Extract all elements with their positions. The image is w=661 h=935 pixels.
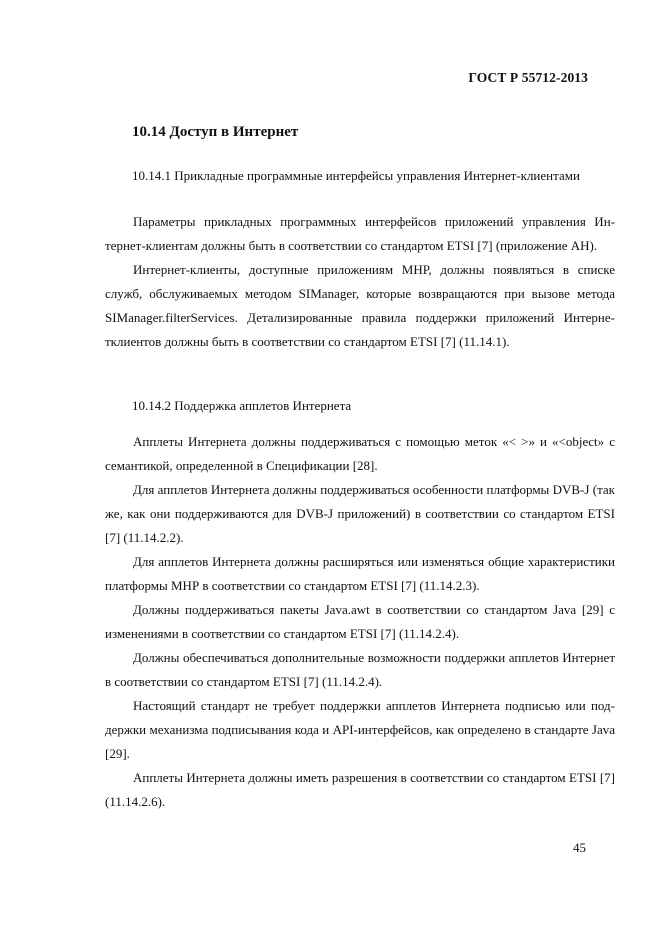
paragraph: Для апплетов Интернета должны расширяться или изменяться общие характеристики платформы МНР в соответствии со стандартом ETSI [7] (11.14.2.3).: [105, 554, 615, 593]
subsection-title-1: 10.14.1 Прикладные программные интерфейсы управления Интернет-клиентами: [132, 168, 580, 183]
paragraph: Интернет-клиенты, доступные приложениям МНР, должны появляться в списке служб, обслуживаемых методом SIManager, которые возвращаются при вызове метода SIManager.filterServices. Детализированные правила поддержки приложений Интернетклиентов должны быть в соответствии со стандартом ETSI [7] (11.14.1).: [105, 262, 615, 349]
paragraph: Апплеты Интернета должны поддерживаться с помощью меток «< >» и «<object» с семантикой, определенной в Спецификации [28].: [105, 434, 615, 473]
section-title: 10.14 Доступ в Интернет: [132, 124, 299, 140]
page-number: 45: [573, 840, 586, 855]
paragraph: Для апплетов Интернета должны поддерживаться особенности платформы DVB-J (так же, как они поддерживаются для DVB-J приложений) в соответствии со стандартом ETSI [7] (11.14.2.2).: [105, 482, 615, 545]
paragraph: Параметры прикладных программных интерфейсов приложений управления Интернет-клиентам должны быть в соответствии со стандартом ETSI [7] (приложение АН).: [105, 214, 615, 253]
paragraph: Апплеты Интернета должны иметь разрешения в соответствии со стандартом ETSI [7] (11.14.2.6).: [105, 770, 615, 809]
document-id-header: ГОСТ Р 55712-2013: [468, 70, 588, 85]
paragraph: Настоящий стандарт не требует поддержки апплетов Интернета подписью или поддержки механизма подписывания кода и API-интерфейсов, как определено в стандарте Java [29].: [105, 698, 615, 761]
subsection-title-2: 10.14.2 Поддержка апплетов Интернета: [132, 398, 352, 413]
subsection-2-body: [105, 430, 615, 814]
subsection-1-body: [105, 210, 615, 354]
paragraph: Должны обеспечиваться дополнительные возможности поддержки апплетов Интернет в соответствии со стандартом ETSI [7] (11.14.2.4).: [105, 650, 615, 689]
paragraph: Должны поддерживаться пакеты Java.awt в соответствии со стандартом Java [29] с изменениями в соответствии со стандартом ETSI [7] (11.14.2.4).: [105, 602, 615, 641]
